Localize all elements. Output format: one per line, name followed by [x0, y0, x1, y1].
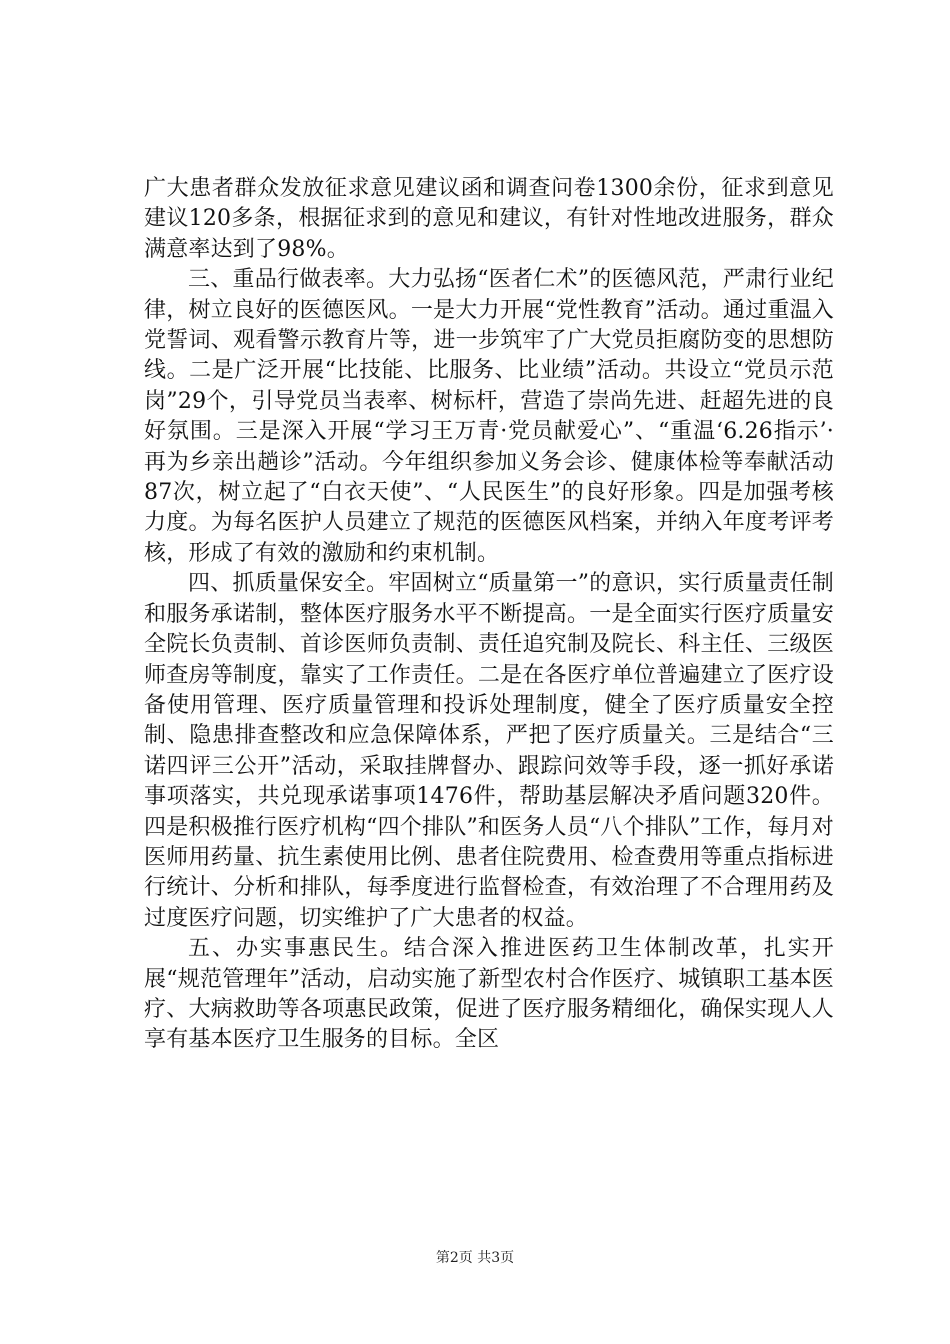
paragraph-4: 五、办实事惠民生。结合深入推进医药卫生体制改革，扎实开展“规范管理年”活动，启动实施了新型农村合作医疗、城镇职工基本医疗、大病救助等各项惠民政策，促进了医疗服务精细化，确保实现人人享有基本医疗卫生服务的目标。全区 — [144, 936, 834, 1053]
paragraph-2: 三、重品行做表率。大力弘扬“医者仁术”的医德风范，严肃行业纪律，树立良好的医德医风。一是大力开展“党性教育”活动。通过重温入党誓词、观看警示教育片等，进一步筑牢了广大党员拒腐防变的思想防线。二是广泛开展“比技能、比服务、比业绩”活动。共设立“党员示范岗”29个，引导党员当表率、树标杆，营造了崇尚先进、赶超先进的良好氛围。三是深入开展“学习王万青·党员献爱心”、“重温‘6.26指示’·再为乡亲出趟诊”活动。今年组织参加义务会诊、健康体检等奉献活动87次，树立起了“白衣天使”、“人民医生”的良好形象。四是加强考核力度。为每名医护人员建立了规范的医德医风档案，并纳入年度考评考核，形成了有效的激励和约束机制。 — [144, 267, 834, 566]
paragraph-1: 广大患者群众发放征求意见建议函和调查问卷1300余份，征求到意见建议120多条，根据征求到的意见和建议，有针对性地改进服务，群众满意率达到了98%。 — [144, 176, 834, 262]
document-body — [144, 174, 834, 1056]
page-number-footer: 第2页 共3页 — [435, 1250, 515, 1266]
paragraph-3: 四、抓质量保安全。牢固树立“质量第一”的意识，实行质量责任制和服务承诺制，整体医疗服务水平不断提高。一是全面实行医疗质量安全院长负责制、首诊医师负责制、责任追究制及院长、科主任、三级医师查房等制度，靠实了工作责任。二是在各医疗单位普遍建立了医疗设备使用管理、医疗质量管理和投诉处理制度，健全了医疗质量安全控制、隐患排查整改和应急保障体系，严把了医疗质量关。三是结合“三诺四评三公开”活动，采取挂牌督办、跟踪问效等手段，逐一抓好承诺事项落实，共兑现承诺事项1476件，帮助基层解决矛盾问题320件。四是积极推行医疗机构“四个排队”和医务人员“八个排队”工作，每月对医师用药量、抗生素使用比例、患者住院费用、检查费用等重点指标进行统计、分析和排队，每季度进行监督检查，有效治理了不合理用药及过度医疗问题，切实维护了广大患者的权益。 — [144, 571, 834, 931]
